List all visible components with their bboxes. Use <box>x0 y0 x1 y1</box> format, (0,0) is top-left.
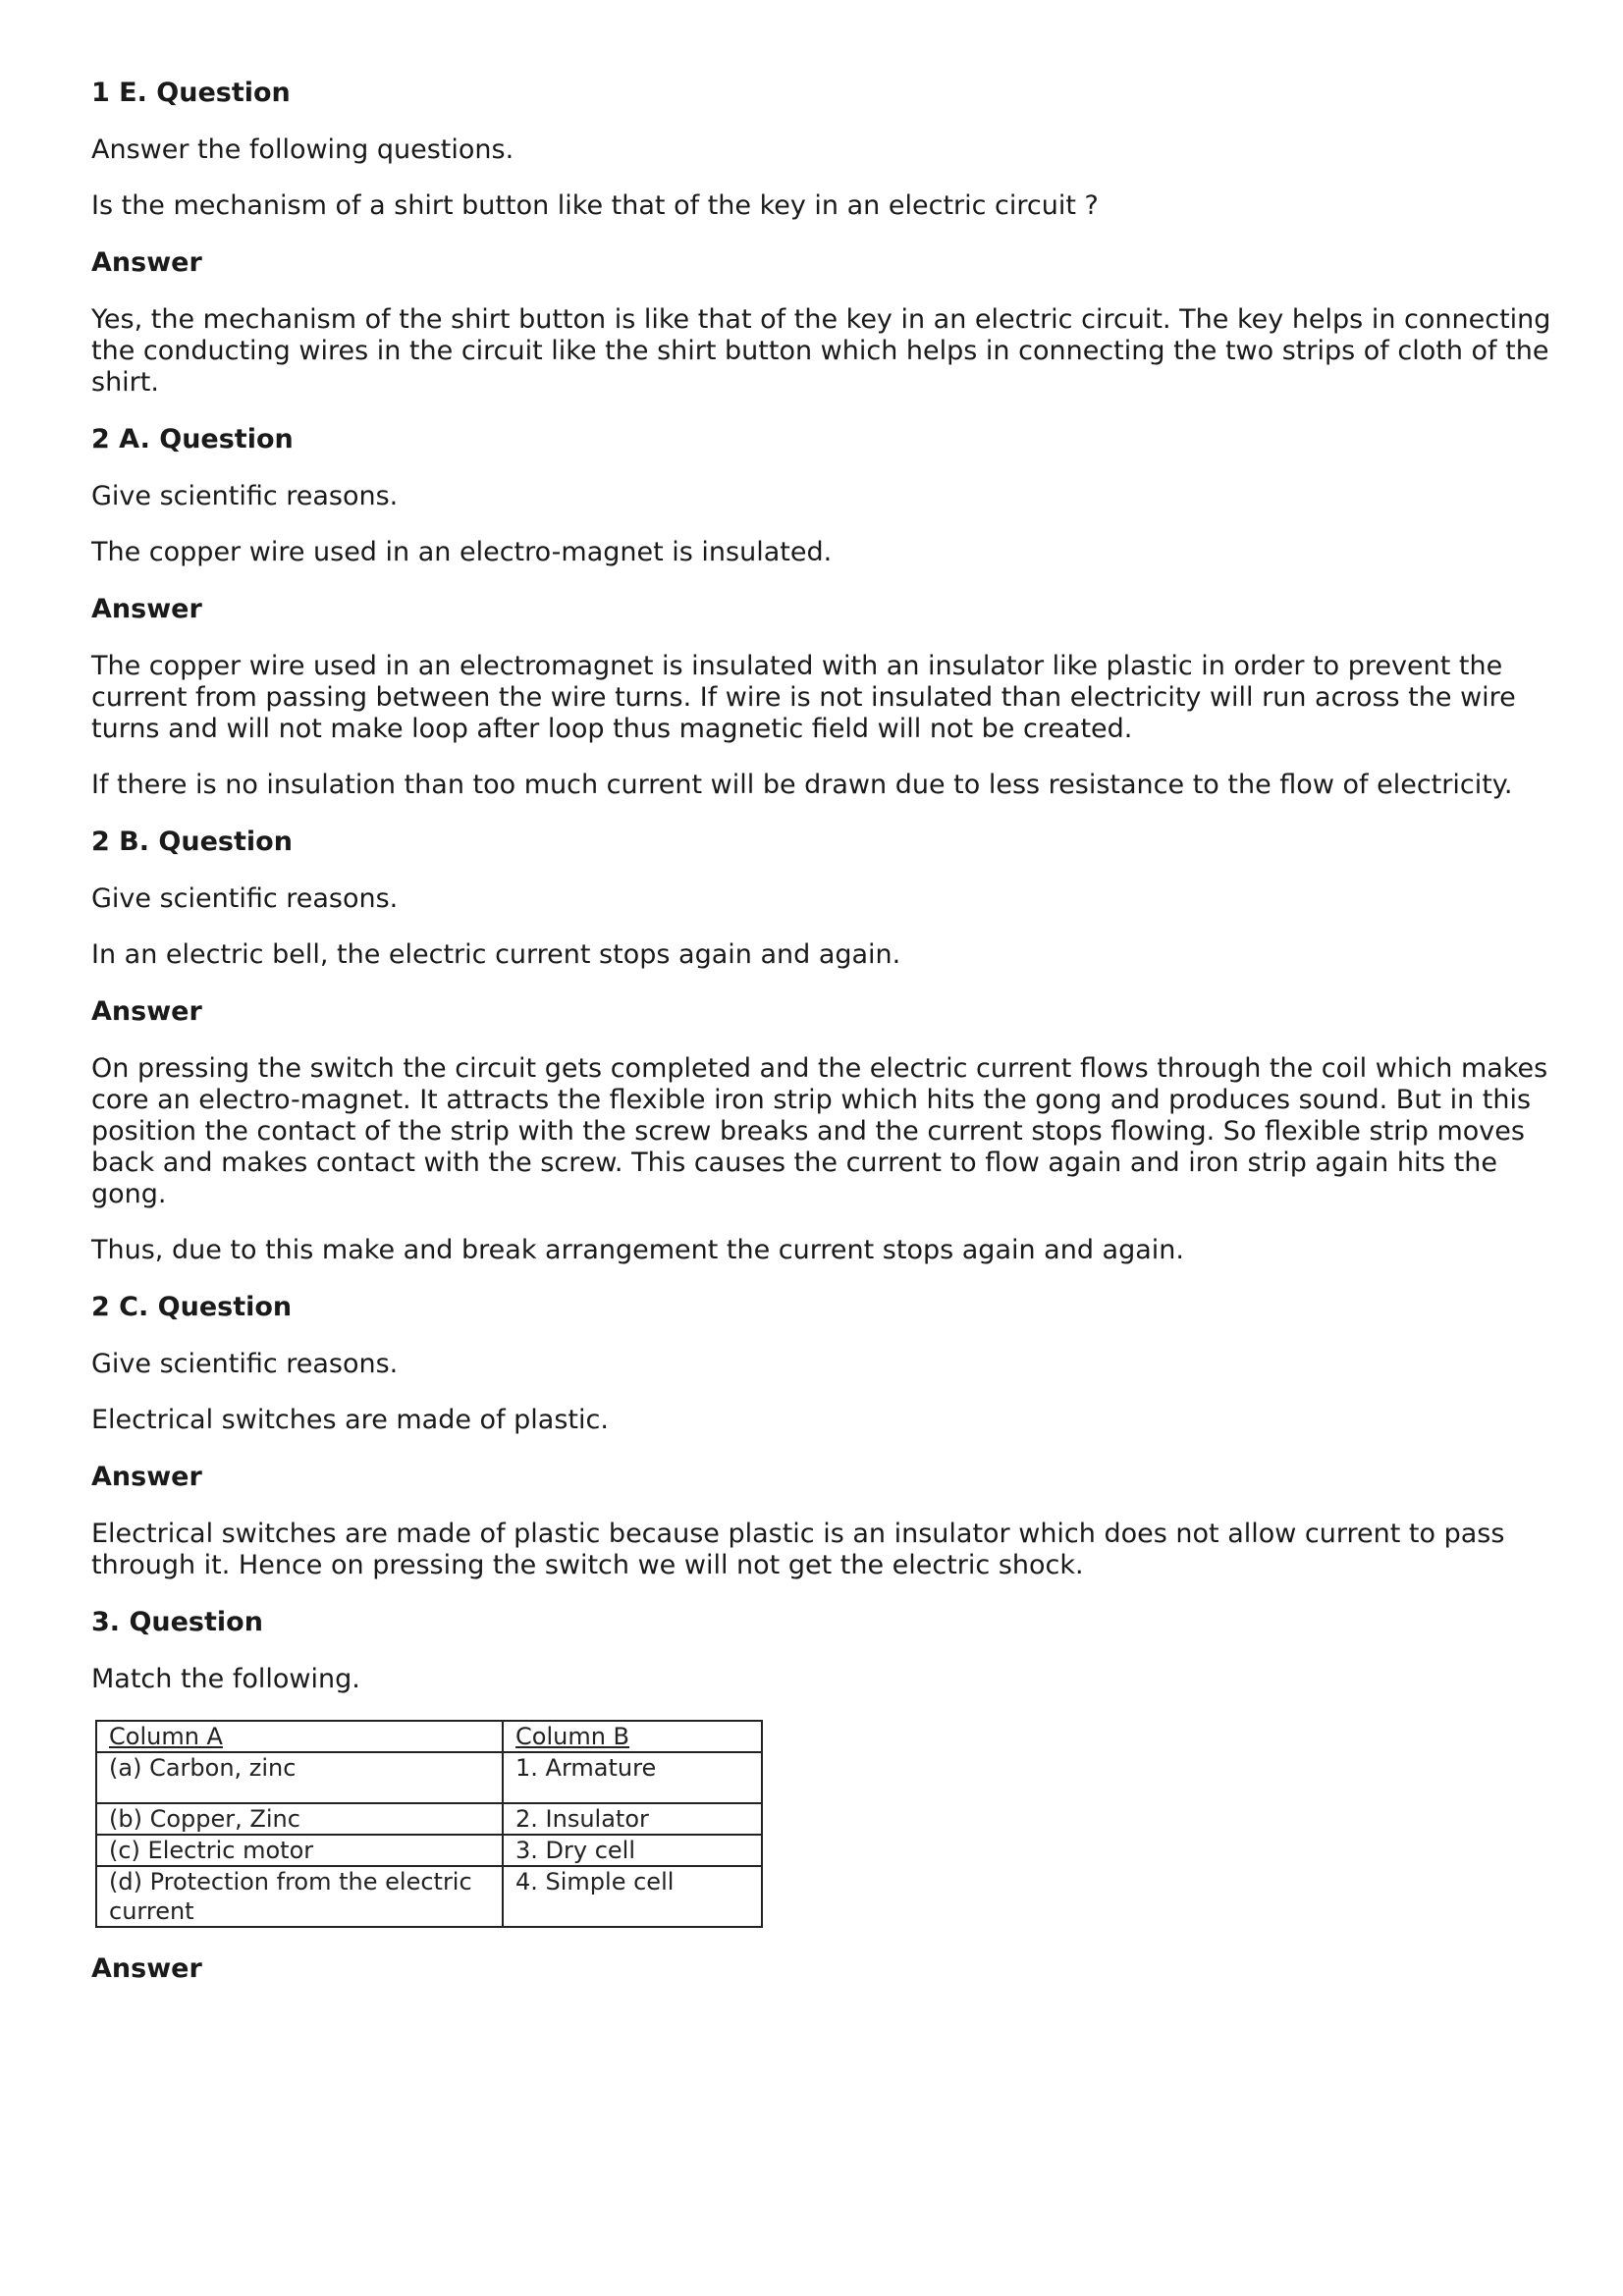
question-instruction: Give scientific reasons. <box>91 883 399 914</box>
table-cell: 3. Dry cell <box>503 1835 762 1866</box>
question-text: In an electric bell, the electric current stops again and again. <box>91 939 901 970</box>
table-cell: (d) Protection from the electric current <box>96 1866 503 1927</box>
table-header-cell: Column A <box>96 1721 503 1752</box>
table-cell: 4. Simple cell <box>503 1866 762 1927</box>
table-cell: (c) Electric motor <box>96 1835 503 1866</box>
table-row <box>96 1866 762 1927</box>
question-section <box>91 423 1554 826</box>
table-row <box>96 1803 762 1835</box>
question-instruction: Answer the following questions. <box>91 134 514 165</box>
question-section <box>91 826 1554 1291</box>
question-section <box>91 77 1554 423</box>
question-heading: 2 B. Question <box>91 827 293 857</box>
answer-label: Answer <box>91 1953 202 1984</box>
question-instruction: Give scientific reasons. <box>91 1349 399 1379</box>
question-text: Is the mechanism of a shirt button like that of the key in an electric circuit ? <box>91 190 1099 221</box>
table-cell: (a) Carbon, zinc <box>96 1752 503 1803</box>
question-heading: 1 E. Question <box>91 78 291 108</box>
question-heading: 2 C. Question <box>91 1292 293 1322</box>
table-header-cell: Column B <box>503 1721 762 1752</box>
answer-label: Answer <box>91 1462 202 1492</box>
table-cell: 2. Insulator <box>503 1803 762 1835</box>
question-instruction: Match the following. <box>91 1664 360 1694</box>
answer-label: Answer <box>91 247 202 278</box>
question-section <box>91 1291 1554 1606</box>
answer-paragraph: Electrical switches are made of plastic because plastic is an insulator which does not allow current to pass through it. Hence on pressing the switch we will not get the electric shock. <box>91 1519 1505 1580</box>
answer-paragraph: Thus, due to this make and break arrangement the current stops again and again. <box>91 1235 1184 1265</box>
question-heading: 2 A. Question <box>91 424 294 454</box>
table-header-row <box>96 1721 762 1752</box>
answer-paragraph: Yes, the mechanism of the shirt button is like that of the key in an electric circuit. The key helps in connecting the conducting wires in the circuit like the shirt button which helps in connecting the two strips of cloth of the shirt. <box>91 304 1551 398</box>
table-row <box>96 1752 762 1803</box>
table-row <box>96 1835 762 1866</box>
answer-paragraph: On pressing the switch the circuit gets completed and the electric current flows through the coil which makes core an electro-magnet. It attracts the flexible iron strip which hits the gong and produces sound. But in this position the contact of the strip with the screw breaks and the current stops flowing. So flexible strip moves back and makes contact with the screw. This causes the current to flow again and iron strip again hits the gong. <box>91 1053 1548 1209</box>
match-section <box>91 1606 1554 1986</box>
match-table <box>95 1720 763 1928</box>
table-cell: 1. Armature <box>503 1752 762 1803</box>
question-instruction: Give scientific reasons. <box>91 481 399 511</box>
document-page <box>91 77 1554 1986</box>
answer-label: Answer <box>91 996 202 1027</box>
question-text: Electrical switches are made of plastic. <box>91 1405 609 1435</box>
answer-paragraph: The copper wire used in an electromagnet is insulated with an insulator like plastic in order to prevent the current from passing between the wire turns. If wire is not insulated than electricity will run across the wire turns and will not make loop after loop thus magnetic field will not be created. <box>91 651 1516 744</box>
question-text: The copper wire used in an electro-magnet is insulated. <box>91 537 833 567</box>
answer-paragraph: If there is no insulation than too much current will be drawn due to less resistance to the flow of electricity. <box>91 770 1513 800</box>
question-heading: 3. Question <box>91 1607 263 1637</box>
table-cell: (b) Copper, Zinc <box>96 1803 503 1835</box>
answer-label: Answer <box>91 594 202 624</box>
